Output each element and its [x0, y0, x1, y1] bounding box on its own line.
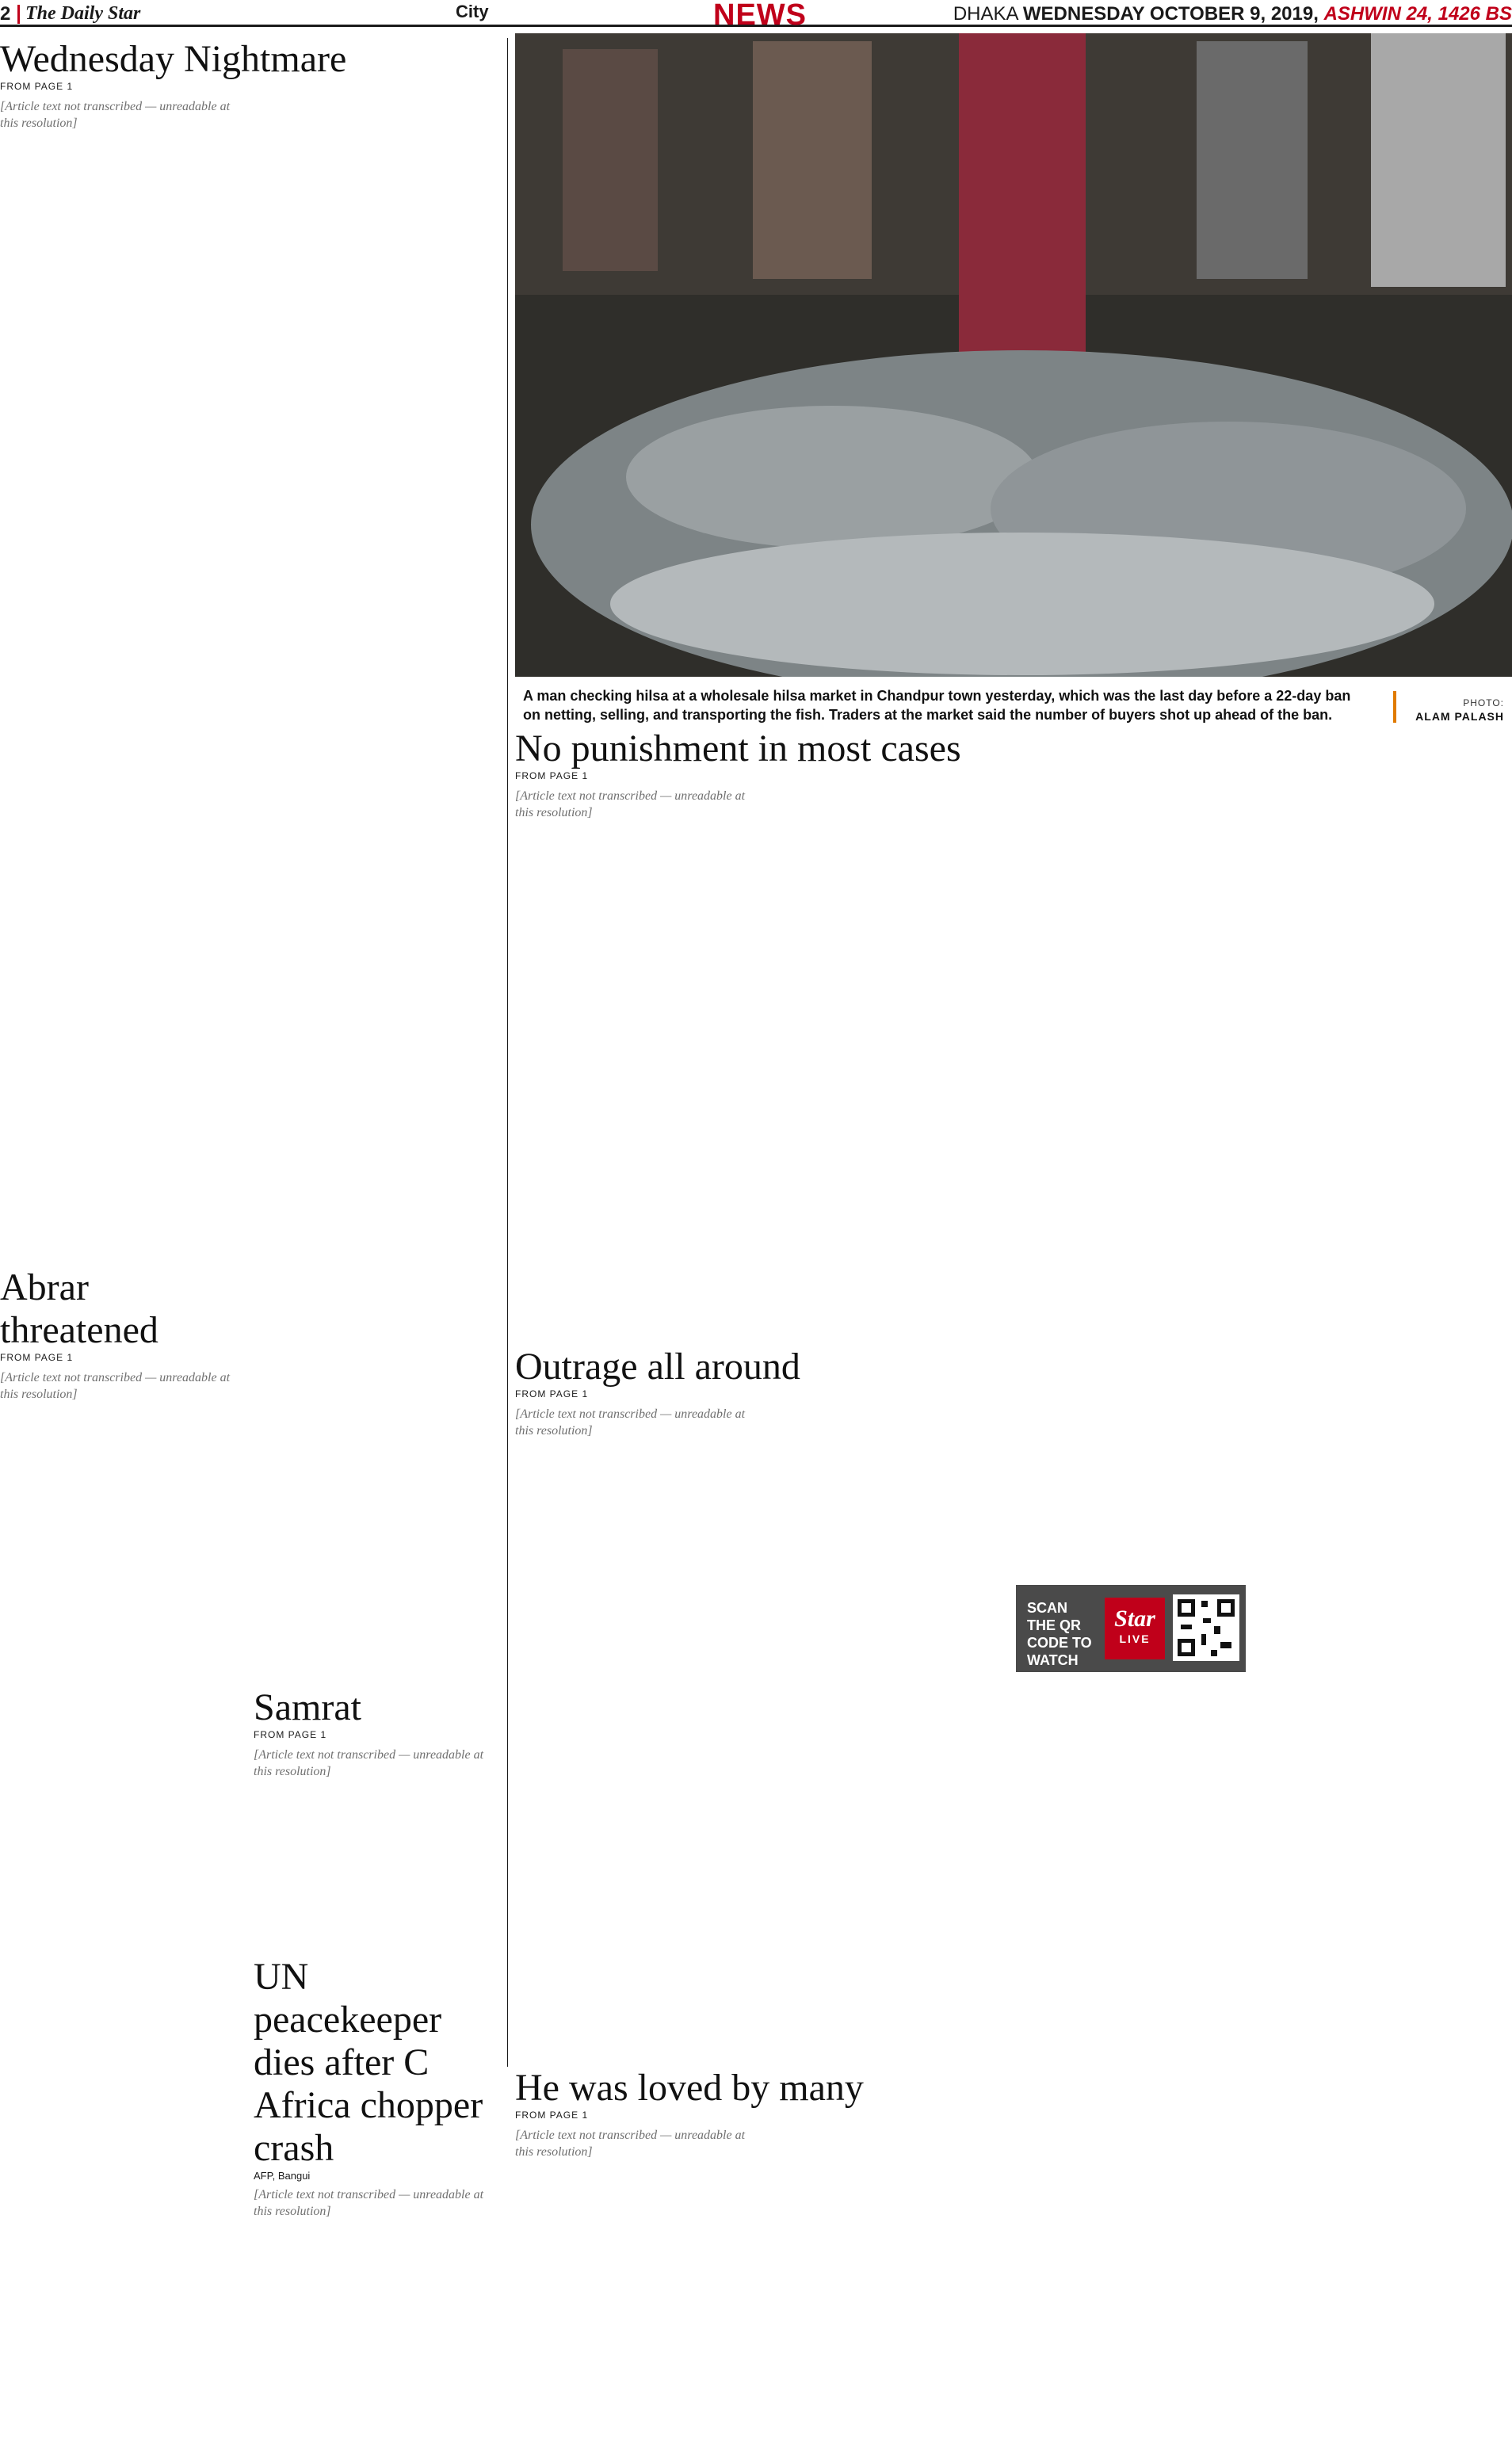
photo-illustration — [515, 33, 1512, 677]
story-headline: He was loved by many — [515, 2067, 864, 2109]
folio-divider — [17, 5, 20, 24]
story-no-punishment — [515, 727, 1512, 1346]
qr-code-icon[interactable] — [1173, 1594, 1239, 1661]
story-kicker: FROM PAGE 1 — [254, 1729, 327, 1740]
page-number: 2 — [0, 3, 11, 25]
qr-module — [1220, 1642, 1231, 1648]
qr-promo-text: SCAN THE QR CODE TO WATCH VIDEO — [1027, 1600, 1092, 1686]
dateline-city: DHAKA — [953, 3, 1018, 25]
story-kicker: FROM PAGE 1 — [515, 2110, 589, 2121]
qr-module — [1203, 1618, 1211, 1623]
story-headline: Abrar threatened — [0, 1266, 158, 1351]
qr-promo[interactable] — [1016, 1585, 1246, 1686]
story-headline: Wednesday Nightmare — [0, 38, 347, 80]
dateline — [953, 3, 1512, 25]
story-headline: Samrat — [254, 1686, 361, 1728]
story-body — [515, 1406, 1512, 1439]
person-shape — [1197, 41, 1308, 279]
qr-module — [1201, 1601, 1208, 1607]
qr-code-graphic — [1173, 1594, 1239, 1661]
story-text-placeholder: [Article text not transcribed — unreadable at this resolution] — [254, 1748, 484, 1778]
story-headline: Outrage all around — [515, 1346, 800, 1388]
photo-block — [515, 33, 1512, 731]
story-kicker: FROM PAGE 1 — [515, 770, 589, 781]
story-kicker: FROM PAGE 1 — [0, 81, 74, 92]
paper-name: The Daily Star — [25, 3, 141, 24]
story-body — [254, 1747, 499, 1780]
story-body — [0, 1369, 246, 1403]
qr-finder-inner — [1182, 1643, 1191, 1652]
qr-module — [1181, 1625, 1192, 1629]
story-text-placeholder: [Article text not transcribed — unreadable at this resolution] — [515, 2129, 746, 2159]
masthead — [0, 0, 1512, 32]
photo-credit-name: ALAM PALASH — [1415, 710, 1504, 723]
story-byline: AFP, Bangui — [254, 2170, 311, 2182]
story-text-placeholder: [Article text not transcribed — unreadable at this resolution] — [0, 1371, 231, 1401]
story-outrage — [515, 1346, 1512, 2059]
qr-finder-inner — [1182, 1603, 1191, 1613]
qr-module — [1211, 1650, 1217, 1656]
credit-divider — [1393, 691, 1396, 723]
story-text-placeholder: [Article text not transcribed — unreadable at this resolution] — [515, 789, 746, 819]
qr-finder-inner — [1221, 1603, 1231, 1613]
qr-module — [1201, 1634, 1206, 1645]
photo-caption: A man checking hilsa at a wholesale hilsa market in Chandpur town yesterday, which was the last day before a 22-day ban on netting, selling, and transporting the fish. Traders at the market said the number of buyers shot up ahead of the ban. — [523, 688, 1351, 723]
story-text-placeholder: [Article text not transcribed — unreadable at this resolution] — [0, 100, 231, 130]
fish-pile — [610, 533, 1434, 675]
photo-credit-label: PHOTO: — [1463, 697, 1504, 708]
dateline-bengali-date: ASHWIN 24, 1426 BS — [1323, 3, 1512, 25]
story-wednesday-nightmare — [0, 38, 499, 1258]
story-text-placeholder: [Article text not transcribed — unreadable at this resolution] — [254, 2188, 484, 2218]
story-samrat — [254, 1686, 499, 1813]
section-label: City — [456, 2, 489, 21]
story-body — [0, 98, 499, 132]
story-peacekeeper — [254, 1956, 499, 2423]
star-live-logo — [1105, 1598, 1165, 1659]
person-shape — [753, 41, 872, 279]
story-kicker: FROM PAGE 1 — [515, 1388, 589, 1399]
story-body — [254, 2186, 499, 2220]
column-rule — [507, 38, 508, 2067]
story-body — [515, 2127, 1512, 2160]
person-shape — [959, 33, 1086, 366]
qr-module — [1214, 1626, 1220, 1634]
story-abrar-threatened — [0, 1266, 246, 2423]
star-brand: Star — [1114, 1606, 1155, 1632]
story-headline: No punishment in most cases — [515, 727, 961, 769]
story-headline: UN peacekeeper dies after C Africa chopper crash — [254, 1956, 483, 2169]
person-shape — [563, 49, 658, 271]
person-shape — [1371, 33, 1506, 287]
dateline-date: WEDNESDAY OCTOBER 9, 2019, — [1022, 3, 1319, 25]
section-news-label: NEWS — [713, 0, 807, 32]
story-body — [515, 788, 1512, 821]
star-live-label: LIVE — [1119, 1632, 1151, 1645]
hilsa-market-photo — [515, 33, 1512, 677]
story-kicker: FROM PAGE 1 — [0, 1352, 74, 1363]
story-text-placeholder: [Article text not transcribed — unreadable at this resolution] — [515, 1407, 746, 1438]
fish-pile — [626, 406, 1038, 548]
story-loved — [515, 2067, 1512, 2423]
